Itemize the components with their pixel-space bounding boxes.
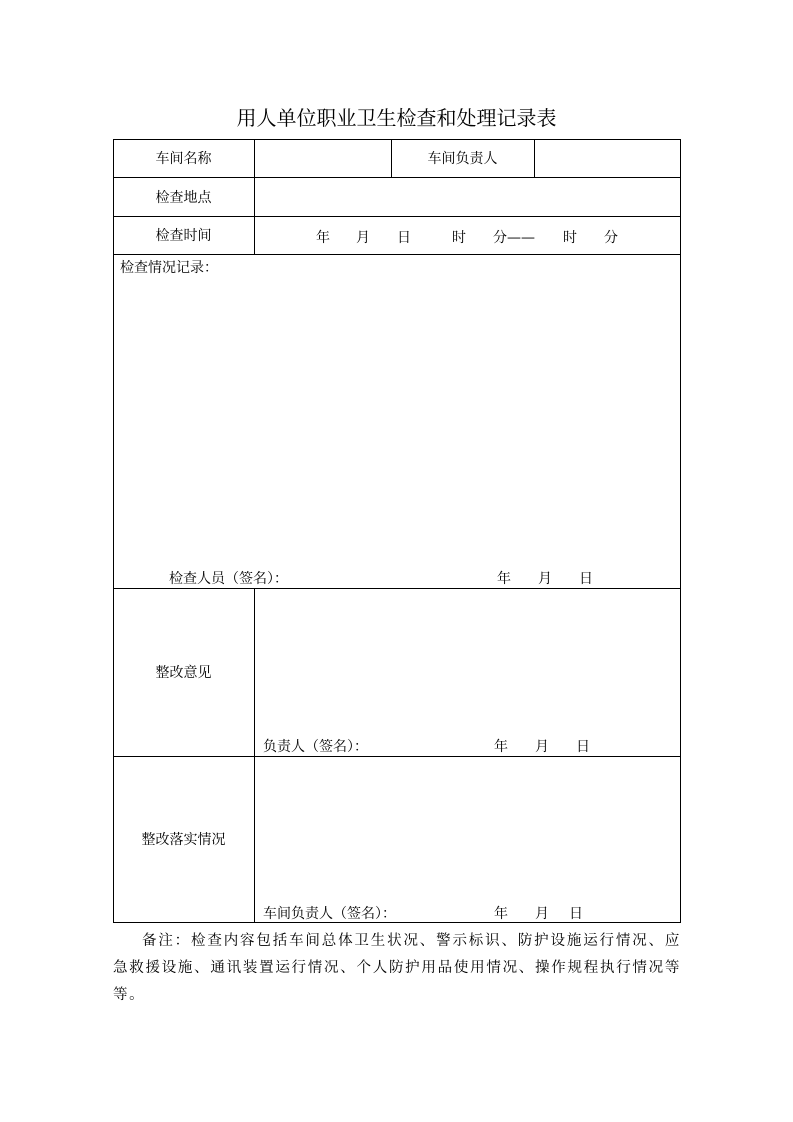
day-text: 日 (569, 906, 583, 922)
year-text: 年 (316, 230, 330, 246)
rectify-field[interactable] (256, 590, 680, 730)
page-title: 用人单位职业卫生检查和处理记录表 (236, 106, 557, 130)
divider (113, 922, 681, 923)
inspector-signature-label: 检查人员（签名）： (169, 571, 288, 587)
minute-text: 分—— (493, 230, 535, 246)
time-label: 检查时间 (155, 228, 212, 244)
record-label: 检查情况记录： (120, 260, 218, 276)
divider (680, 139, 681, 923)
implement-field[interactable] (256, 758, 680, 898)
month-text: 月 (535, 906, 549, 922)
hour-text: 时 (452, 230, 466, 246)
month-text: 月 (538, 571, 552, 587)
rectify-label: 整改意见 (155, 665, 212, 681)
hour-text: 时 (563, 230, 577, 246)
year-text: 年 (494, 906, 508, 922)
minute-text: 分 (604, 230, 618, 246)
note-text: 备注：检查内容包括车间总体卫生状况、警示标识、防护设施运行情况、应急救援设施、通讯装置运行情况、个人防护用品使用情况、操作规程执行情况等等。 (113, 933, 681, 1003)
divider (113, 254, 681, 255)
day-text: 日 (579, 571, 593, 587)
record-field[interactable] (120, 280, 675, 560)
rectify-signature-label: 负责人（签名）： (263, 739, 368, 755)
location-field[interactable] (255, 178, 680, 216)
year-text: 年 (497, 571, 511, 587)
workshop-name-field[interactable] (255, 140, 391, 177)
workshop-head-field[interactable] (535, 140, 680, 177)
workshop-head-label: 车间负责人 (427, 151, 498, 167)
divider (254, 588, 255, 923)
day-text: 日 (397, 230, 411, 246)
month-text: 月 (535, 739, 549, 755)
implement-label: 整改落实情况 (141, 832, 226, 848)
implement-signature-label: 车间负责人（签名）： (263, 906, 396, 922)
month-text: 月 (356, 230, 370, 246)
workshop-name-label: 车间名称 (155, 151, 212, 167)
location-label: 检查地点 (155, 189, 212, 206)
year-text: 年 (494, 739, 508, 755)
day-text: 日 (576, 739, 590, 755)
